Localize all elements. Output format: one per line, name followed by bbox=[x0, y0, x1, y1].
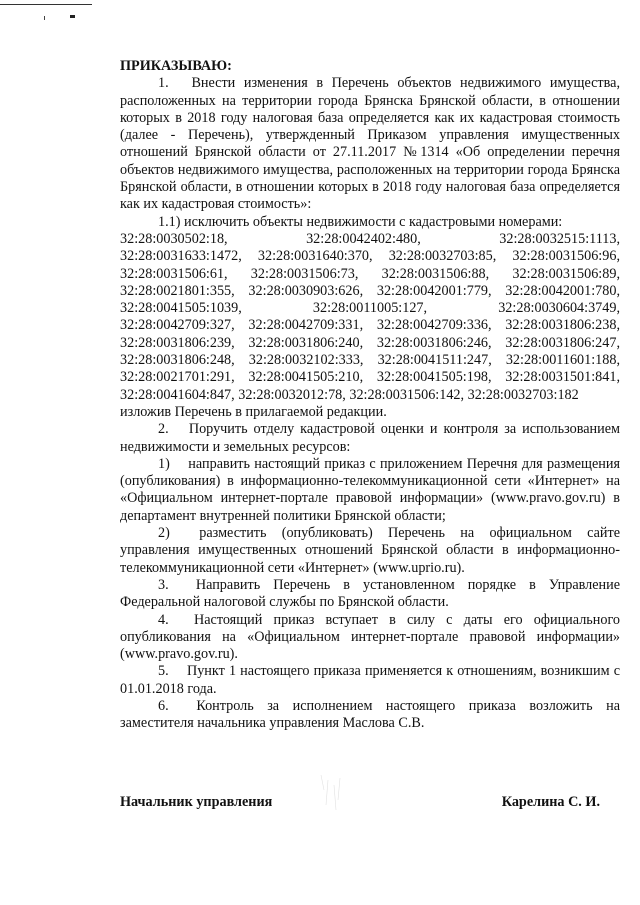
signatory-name: Карелина С. И. bbox=[501, 794, 600, 810]
cadastral-line: 32:28:0021801:355, 32:28:0030903:626, 32:28:0042001:779, 32:28:0042001:780, bbox=[120, 282, 620, 299]
scan-mark bbox=[70, 15, 75, 18]
cadastral-line: 32:28:0031633:1472, 32:28:0031640:370, 32:28:0032703:85, 32:28:0031506:96, bbox=[120, 248, 620, 265]
cadastral-line: 32:28:0030502:18, 32:28:0042402:480, 32:28:0032515:1113, bbox=[120, 230, 620, 247]
item-4: 4. Настоящий приказ вступает в силу с даты его официального опубликования на «Официальном интернет-портале правовой информации» (www.pravo.gov.ru). bbox=[120, 611, 620, 663]
cadastral-line: 32:28:0041604:847, 32:28:0032012:78, 32:28:0031506:142, 32:28:0032703:182 bbox=[120, 386, 579, 403]
paragraph-1: 1. Внести изменения в Перечень объектов недвижимого имущества, расположенных на территории города Брянска Брянской области, в отношении которых в 2018 году налоговая база определяется как их кадастровая стоимость (далее - Перечень), утвержденный Приказом управления имущественных отношений Брянской области от 27.11.2017 №1314 «Об определении перечня объектов недвижимого имущества, расположенных на территории города Брянска Брянской области, в отношении которых в 2018 году налоговая база определяется как их кадастровая стоимость»: bbox=[120, 75, 620, 213]
cadastral-line: 32:28:0021701:291, 32:28:0041505:210, 32:28:0041505:198, 32:28:0031501:841, bbox=[120, 369, 620, 386]
signature-block bbox=[120, 794, 600, 811]
scan-mark bbox=[44, 16, 45, 20]
item-2-2: 2) разместить (опубликовать) Перечень на официальном сайте управления имущественных отношений Брянской области в информационно-телекоммуникационной сети «Интернет» (www.uprio.ru). bbox=[120, 525, 620, 576]
item-6: 6. Контроль за исполнением настоящего приказа возложить на заместителя начальника управления Маслова С.В. bbox=[120, 697, 620, 732]
item-5: 5. Пункт 1 настоящего приказа применяется к отношениям, возникшим с 01.01.2018 года. bbox=[120, 663, 620, 697]
paragraph-1-1: 1.1) исключить объекты недвижимости с кадастровыми номерами: bbox=[158, 213, 563, 230]
cadastral-line: 32:28:0031806:239, 32:28:0031806:240, 32:28:0031806:246, 32:28:0031806:247, bbox=[120, 334, 620, 351]
cadastral-line: 32:28:0031806:248, 32:28:0032102:333, 32:28:0041511:247, 32:28:0011601:188, bbox=[120, 352, 620, 369]
document-body bbox=[120, 58, 620, 733]
top-rule bbox=[0, 4, 92, 5]
cadastral-line: 32:28:0031506:61, 32:28:0031506:73, 32:28:0031506:88, 32:28:0031506:89, bbox=[120, 265, 620, 282]
item-2: 2. Поручить отделу кадастровой оценки и контроля за использованием недвижимости и земельных ресурсов: bbox=[120, 421, 620, 455]
order-heading: ПРИКАЗЫВАЮ: bbox=[120, 58, 232, 74]
cadastral-line: 32:28:0041505:1039, 32:28:0011005:127, 32:28:0030604:3749, bbox=[120, 300, 620, 317]
item-3: 3. Направить Перечень в установленном порядке в Управление Федеральной налоговой службы по Брянской области. bbox=[120, 576, 620, 611]
cadastral-line: 32:28:0042709:327, 32:28:0042709:331, 32:28:0042709:336, 32:28:0031806:238, bbox=[120, 317, 620, 334]
after-list-text: изложив Перечень в прилагаемой редакции. bbox=[120, 403, 387, 420]
item-2-1: 1) направить настоящий приказ с приложением Перечня для размещения (опубликования) в информационно-телекоммуникационной сети «Интернет» на «Официальном интернет-портале правовой информации» (www.pravo.gov.ru) в департамент внутренней политики Брянской области; bbox=[120, 455, 620, 524]
cadastral-list bbox=[120, 231, 620, 404]
signatory-position: Начальник управления bbox=[120, 794, 273, 810]
